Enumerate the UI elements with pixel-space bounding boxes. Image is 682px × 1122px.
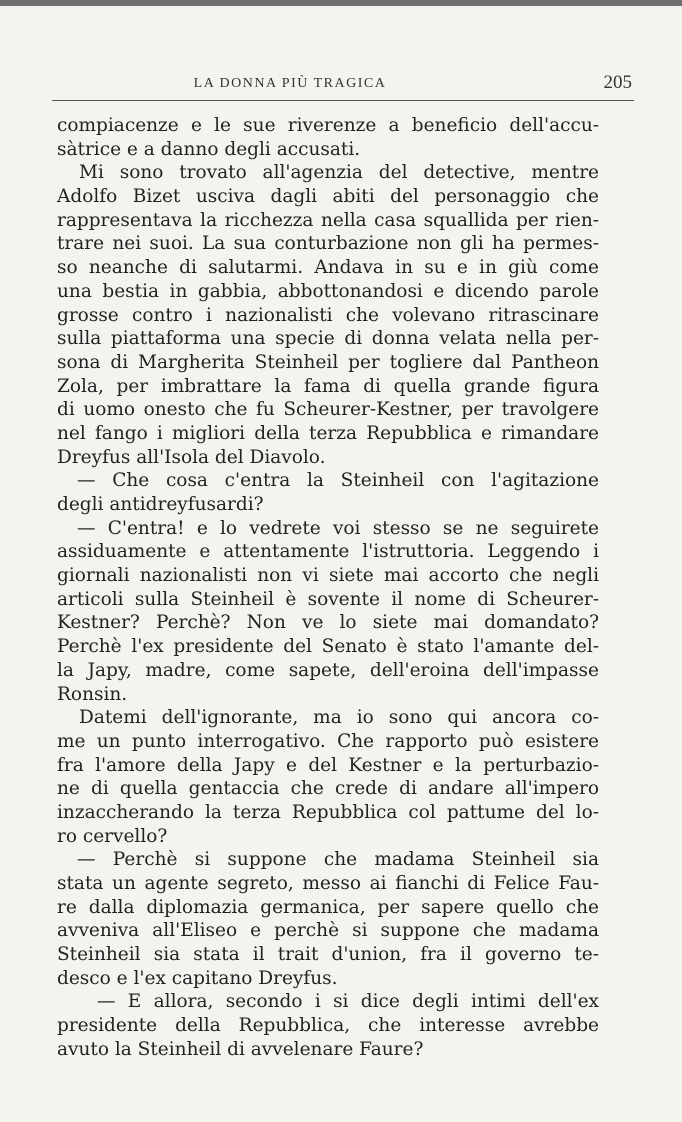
text-line: sàtrice e a danno degli accusati. — [57, 138, 361, 160]
text-line: Kestner? Perchè? Non ve lo siete mai domandato? — [57, 612, 599, 634]
text-line: giornali nazionalisti non vi siete mai accorto che negli — [57, 565, 599, 587]
header-rule — [52, 100, 634, 101]
text-line: re dalla diplomazia germanica, per sapere quello che — [57, 896, 599, 918]
text-line: compiacenze e le sue riverenze a beneficio dell'accu- — [57, 115, 599, 136]
text-line: desco e l'ex capitano Dreyfus. — [57, 967, 338, 989]
text-line: sulla piattaforma una specie di donna velata nella per- — [57, 328, 599, 350]
text-line: assiduamente e attentamente l'istruttoria. Leggendo i — [57, 541, 599, 563]
text-line: Dreyfus all'Isola del Diavolo. — [57, 446, 326, 468]
text-line: — C'entra! e lo vedrete voi stesso se ne seguirete — [77, 517, 599, 539]
text-line: una bestia in gabbia, abbottonandosi e dicendo parole — [57, 280, 599, 302]
text-line: me un punto interrogativo. Che rapporto può esistere — [57, 730, 599, 752]
text-line: la Japy, madre, come sapete, dell'eroina dell'impasse — [57, 659, 599, 681]
text-line: Ronsin. — [57, 683, 128, 705]
text-line: di uomo onesto che fu Scheurer-Kestner, per travolgere — [57, 399, 599, 421]
text-line: Steinheil sia stata il trait d'union, fra il governo te- — [57, 944, 599, 966]
text-line: ne di quella gentaccia che crede di andare all'impero — [57, 778, 599, 800]
text-line: sona di Margherita Steinheil per togliere dal Pantheon — [57, 351, 599, 373]
text-line: so neanche di salutarmi. Andava in su e in giù come — [57, 257, 599, 279]
text-line: Datemi dell'ignorante, ma io sono qui ancora co- — [79, 707, 599, 729]
text-line: rappresentava la ricchezza nella casa squallida per rien- — [57, 209, 599, 231]
text-line: inzaccherando la terza Repubblica col pattume del lo- — [57, 801, 599, 823]
text-line: degli antidreyfusardi? — [57, 494, 264, 515]
page-number: 205 — [603, 72, 632, 93]
text-line: — Che cosa c'entra la Steinheil con l'agitazione — [77, 470, 599, 492]
text-line: stata un agente segreto, messo ai fianchi di Felice Fau- — [57, 873, 599, 894]
text-line: Perchè l'ex presidente del Senato è stato l'amante del- — [57, 636, 599, 658]
text-line: trare nei suoi. La sua conturbazione non gli ha permes- — [57, 233, 599, 255]
page-header — [50, 72, 632, 98]
text-line: — E allora, secondo i si dice degli intimi dell'ex — [97, 991, 599, 1013]
text-line: — Perchè si suppone che madama Steinheil sia — [77, 849, 599, 871]
text-line: grosse contro i nazionalisti che volevano ritrascinare — [57, 304, 599, 326]
text-line: nel fango i migliori della terza Repubblica e rimandare — [57, 422, 599, 444]
text-line: ro cervello? — [57, 825, 168, 847]
body-text — [57, 114, 599, 1062]
text-line: avveniva all'Eliseo e perchè si suppone che madama — [57, 920, 599, 942]
text-line: fra l'amore della Japy e del Kestner e la perturbazio- — [57, 754, 599, 776]
running-title: LA DONNA PIÙ TRAGICA — [193, 76, 387, 91]
text-line: Zola, per imbrattare la fama di quella grande figura — [57, 375, 599, 397]
text-line: presidente della Repubblica, che interesse avrebbe — [57, 1015, 599, 1037]
text-line: Mi sono trovato all'agenzia del detective, mentre — [79, 162, 599, 184]
text-line: Adolfo Bizet usciva dagli abiti del personaggio che — [57, 186, 599, 208]
text-line: avuto la Steinheil di avvelenare Faure? — [57, 1038, 424, 1060]
text-line: articoli sulla Steinheil è sovente il nome di Scheurer- — [57, 588, 599, 610]
page-top-edge — [0, 0, 682, 6]
